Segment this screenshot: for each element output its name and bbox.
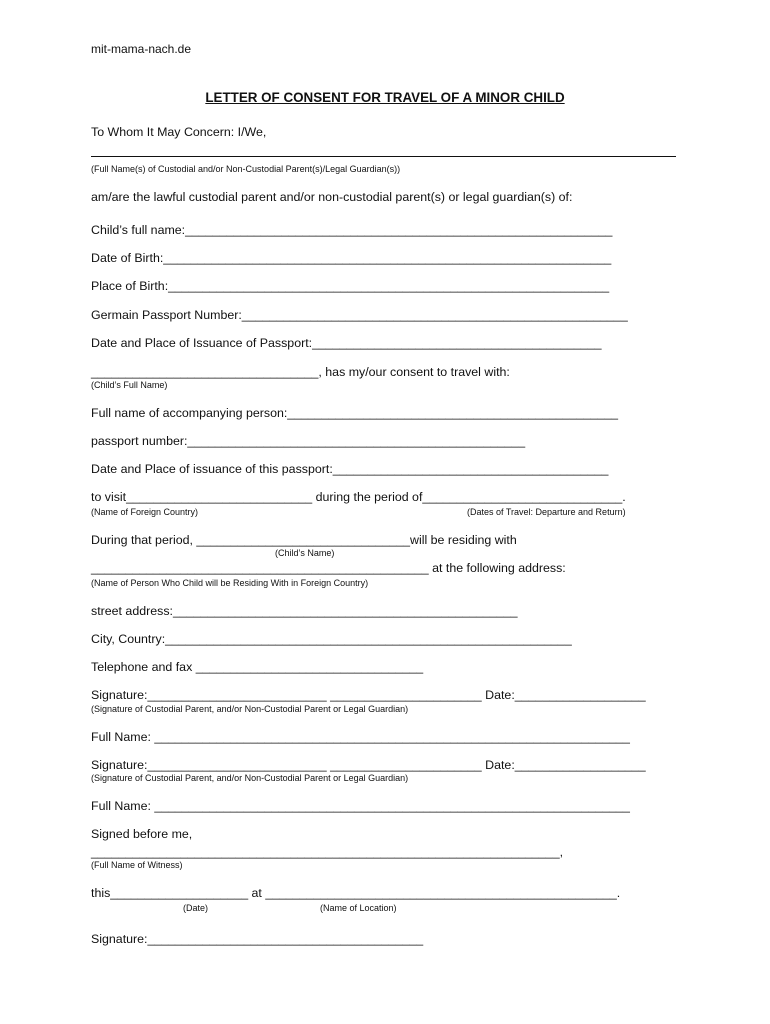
accompanying-name-field[interactable]: Full name of accompanying person:________________________________________________ — [91, 406, 619, 420]
signed-before-line: Signed before me, — [91, 827, 193, 841]
date-of-birth-field[interactable]: Date of Birth:_________________________________________________________________ — [91, 251, 612, 265]
during-period-line[interactable]: During that period, _______________________________will be residing with — [91, 533, 517, 547]
witness-caption: (Full Name of Witness) — [91, 860, 183, 870]
child-name-field[interactable]: Child’s full name:______________________________________________________________ — [91, 223, 613, 237]
child-caption: (Child’s Full Name) — [91, 380, 168, 390]
telephone-fax-field[interactable]: Telephone and fax _________________________________ — [91, 660, 424, 674]
signature-field-2[interactable]: Signature:__________________________ ______________________ Date:___________________ — [91, 758, 646, 772]
date-location-line[interactable]: this____________________ at ___________________________________________________. — [91, 886, 621, 900]
visit-line[interactable]: to visit___________________________ during the period of_____________________________. — [91, 490, 626, 504]
document-title: LETTER OF CONSENT FOR TRAVEL OF A MINOR CHILD — [205, 90, 565, 105]
full-name-field-2[interactable]: Full Name: _____________________________________________________________________ — [91, 799, 630, 813]
signature-field-1[interactable]: Signature:__________________________ ______________________ Date:___________________ — [91, 688, 646, 702]
full-name-field-1[interactable]: Full Name: _____________________________________________________________________ — [91, 730, 630, 744]
site-header: mit-mama-nach.de — [91, 42, 192, 56]
final-signature-field[interactable]: Signature:________________________________________ — [91, 932, 424, 946]
signature-caption-2: (Signature of Custodial Parent, and/or Non-Custodial Parent or Legal Guardian) — [91, 773, 409, 783]
consent-line[interactable]: _________________________________, has my/our consent to travel with: — [91, 365, 510, 379]
city-country-field[interactable]: City, Country:___________________________________________________________ — [91, 632, 572, 646]
date-caption: (Date) — [183, 903, 209, 913]
signature-caption-1: (Signature of Custodial Parent, and/or Non-Custodial Parent or Legal Guardian) — [91, 704, 409, 714]
place-of-birth-field[interactable]: Place of Birth:________________________________________________________________ — [91, 279, 610, 293]
residing-with-line[interactable]: _________________________________________________ at the following address: — [91, 561, 566, 575]
residing-caption: (Name of Person Who Child will be Residing With in Foreign Country) — [91, 578, 369, 588]
location-caption: (Name of Location) — [320, 903, 397, 913]
accompanying-issuance-field[interactable]: Date and Place of issuance of this passport:________________________________________ — [91, 462, 609, 476]
street-address-field[interactable]: street address:__________________________________________________ — [91, 604, 518, 618]
to-whom-line: To Whom It May Concern: I/We, — [91, 125, 267, 139]
foreign-country-caption: (Name of Foreign Country) — [91, 507, 199, 517]
passport-number-field[interactable]: Germain Passport Number:________________________________________________________ — [91, 308, 628, 322]
accompanying-passport-field[interactable]: passport number:_________________________________________________ — [91, 434, 526, 448]
child-name-caption: (Child’s Name) — [275, 548, 335, 558]
passport-issuance-field[interactable]: Date and Place of Issuance of Passport:__________________________________________ — [91, 336, 602, 350]
witness-name-field[interactable]: ____________________________________________________________________, — [91, 845, 564, 859]
am-are-line: am/are the lawful custodial parent and/or non-custodial parent(s) or legal guardian(s) of: — [91, 190, 573, 204]
parents-caption: (Full Name(s) of Custodial and/or Non-Custodial Parent(s)/Legal Guardian(s)) — [91, 164, 401, 174]
parents-name-field[interactable] — [91, 156, 676, 157]
travel-dates-caption: (Dates of Travel: Departure and Return) — [467, 507, 626, 517]
